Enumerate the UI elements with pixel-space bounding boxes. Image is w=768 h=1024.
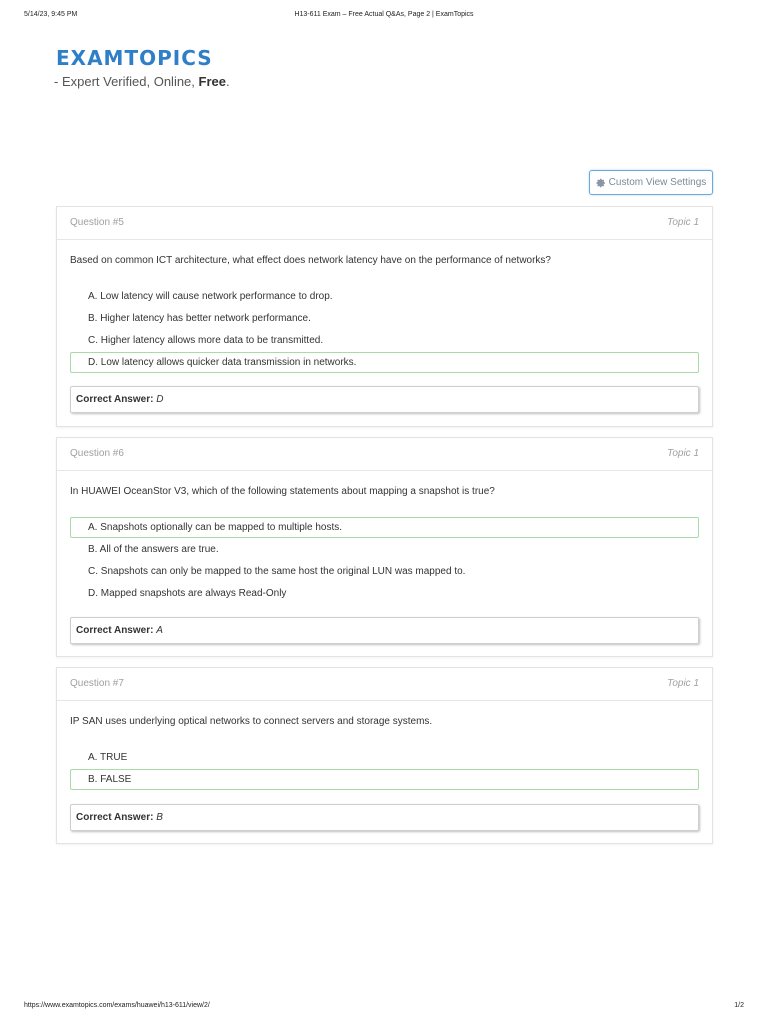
print-page-number: 1/2 [734,1002,744,1009]
question-number: Question #5 [70,217,124,228]
question-header [57,438,712,471]
tagline-bold: Free [198,74,226,89]
answer-choice[interactable]: B. Higher latency has better network performance. [88,313,311,324]
correct-answer-box [70,804,699,831]
custom-view-settings-label: Custom View Settings [608,177,707,188]
print-url: https://www.examtopics.com/exams/huawei/h13-611/view/2/ [24,1002,210,1009]
tagline [54,74,230,89]
question-card [56,206,713,427]
correct-answer-box [70,386,699,413]
tagline-prefix: - Expert Verified, Online, [54,74,199,89]
answer-choice[interactable]: D. Mapped snapshots are always Read-Only [88,588,287,599]
print-page-title: H13-611 Exam – Free Actual Q&As, Page 2 | ExamTopics [294,11,474,18]
question-text: Based on common ICT architecture, what effect does network latency have on the performance of networks? [70,255,551,266]
tagline-suffix: . [225,74,230,89]
question-card [56,437,713,657]
correct-answer-value: A [156,625,163,636]
question-card [56,667,713,844]
correct-answer-value: D [156,394,164,405]
question-topic: Topic 1 [667,217,699,228]
question-topic: Topic 1 [667,678,699,689]
answer-choice[interactable]: B. All of the answers are true. [88,544,219,555]
print-date: 5/14/23, 9:45 PM [24,11,78,18]
correct-answer-label: Correct Answer: [76,625,154,636]
answer-choice-correct[interactable]: A. Snapshots optionally can be mapped to multiple hosts. [70,517,699,538]
question-text: IP SAN uses underlying optical networks to connect servers and storage systems. [70,716,433,727]
question-header [57,207,712,240]
correct-answer-label: Correct Answer: [76,812,154,823]
examtopics-logo[interactable] [56,46,213,70]
question-topic: Topic 1 [667,448,699,459]
answer-choice[interactable]: A. TRUE [88,752,128,763]
logo-text: EXAMTOPICS [56,46,213,70]
answer-choice[interactable]: A. Low latency will cause network performance to drop. [88,291,333,302]
answer-choice[interactable]: C. Higher latency allows more data to be transmitted. [88,335,324,346]
correct-answer-label: Correct Answer: [76,394,154,405]
custom-view-settings-button[interactable] [589,170,713,195]
question-text: In HUAWEI OceanStor V3, which of the following statements about mapping a snapshot is true? [70,486,495,497]
question-number: Question #7 [70,678,124,689]
answer-choice[interactable]: C. Snapshots can only be mapped to the same host the original LUN was mapped to. [88,566,466,577]
correct-answer-box [70,617,699,644]
question-number: Question #6 [70,448,124,459]
answer-choice-correct[interactable]: D. Low latency allows quicker data transmission in networks. [70,352,699,373]
question-header [57,668,712,701]
gear-icon [596,178,606,188]
answer-choice-correct[interactable]: B. FALSE [70,769,699,790]
correct-answer-value: B [156,812,163,823]
